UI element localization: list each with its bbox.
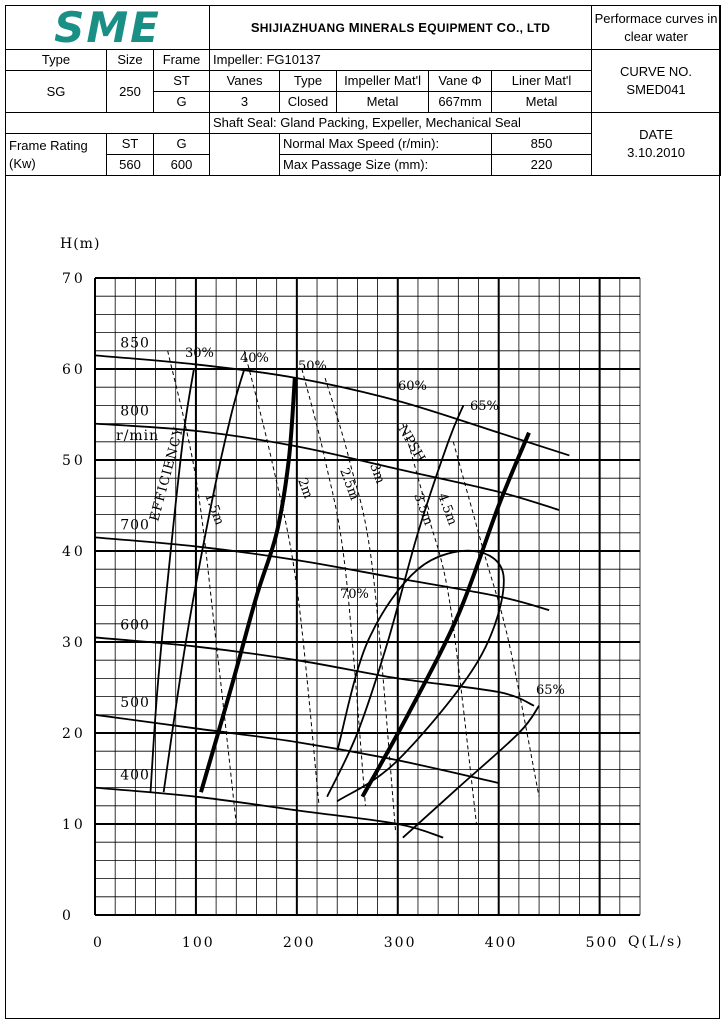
- fr-g-value: 600: [154, 155, 210, 176]
- efficiency-label-2: 50%: [298, 359, 327, 374]
- speed-label-800: 800: [120, 403, 150, 420]
- date: DATE 3.10.2010: [592, 113, 721, 176]
- x-tick-label: 400: [484, 935, 518, 951]
- y-tick-label: 0: [62, 908, 74, 924]
- y-axis-label: H(m): [60, 236, 101, 252]
- npsh-label-3m: 3m: [366, 461, 388, 486]
- liner-mat-label: Liner Mat'l: [492, 71, 592, 92]
- efficiency-label-1: 40%: [240, 351, 269, 366]
- vane-phi-value: 667mm: [429, 92, 492, 113]
- vanes-label: Vanes: [210, 71, 280, 92]
- npsh-label-1.5m: 1.5m: [201, 491, 227, 528]
- type-value: SG: [6, 71, 107, 113]
- max-passage-value: 220: [492, 155, 592, 176]
- shaft-seal: Shaft Seal: Gland Packing, Expeller, Mechanical Seal: [210, 113, 592, 134]
- speed-curve-400: [95, 788, 443, 838]
- npsh-label-3.5m: 3.5m: [410, 491, 436, 528]
- size-label: Size: [107, 50, 154, 71]
- efficiency-curve-4: [362, 433, 529, 797]
- company-name: SHIJIAZHUANG MINERALS EQUIPMENT CO., LTD: [210, 6, 592, 50]
- speed-unit-label: r/min: [116, 428, 160, 444]
- efficiency-label-3: 60%: [398, 379, 427, 394]
- fr-g-label: G: [154, 134, 210, 155]
- x-axis-label: Q(L/s): [628, 934, 684, 950]
- y-tick-label: 50: [62, 453, 86, 469]
- efficiency-curve-2: [201, 378, 295, 792]
- npsh-curve-2m: [244, 351, 319, 806]
- y-tick-label: 30: [62, 635, 86, 651]
- frame-label: Frame: [154, 50, 210, 71]
- npsh-title: NPSH: [394, 422, 428, 465]
- impeller-label: Impeller: FG10137: [210, 50, 592, 71]
- logo: SME: [6, 6, 210, 50]
- y-tick-label: 40: [62, 544, 86, 560]
- max-speed-value: 850: [492, 134, 592, 155]
- npsh-label-4.5m: 4.5m: [434, 491, 460, 528]
- efficiency-label-0: 30%: [185, 346, 214, 361]
- type2-label: Type: [280, 71, 337, 92]
- liner-mat-value: Metal: [492, 92, 592, 113]
- x-tick-label: 100: [181, 935, 215, 951]
- perf-title: Performace curves in clear water: [592, 6, 721, 50]
- speed-curve-700: [95, 537, 549, 610]
- vanes-value: 3: [210, 92, 280, 113]
- max-passage-label: Max Passage Size (mm):: [280, 155, 492, 176]
- efficiency-label-4: 65%: [470, 399, 499, 414]
- y-tick-label: 10: [62, 817, 86, 833]
- type2-value: Closed: [280, 92, 337, 113]
- vane-phi-label: Vane Φ: [429, 71, 492, 92]
- speed-label-500: 500: [120, 694, 150, 711]
- x-tick-label: 200: [282, 935, 316, 951]
- speed-label-850: 850: [120, 335, 150, 352]
- y-tick-label: 70: [62, 271, 86, 287]
- fr-st-value: 560: [107, 155, 154, 176]
- efficiency-title: EFFICIENCY: [147, 425, 188, 524]
- x-tick-label: 0: [93, 935, 104, 951]
- y-tick-label: 20: [62, 726, 86, 742]
- impeller-mat-label: Impeller Mat'l: [337, 71, 429, 92]
- y-tick-label: 60: [62, 362, 86, 378]
- npsh-label-2.5m: 2.5m: [336, 466, 362, 503]
- curve-no: CURVE NO. SMED041: [592, 50, 721, 113]
- max-speed-label: Normal Max Speed (r/min):: [280, 134, 492, 155]
- type-label: Type: [6, 50, 107, 71]
- speed-label-700: 700: [120, 517, 150, 534]
- impeller-mat-value: Metal: [337, 92, 429, 113]
- st-label: ST: [154, 71, 210, 92]
- speed-label-400: 400: [120, 767, 150, 784]
- x-tick-label: 300: [383, 935, 417, 951]
- frame-value: G: [154, 92, 210, 113]
- speed-label-600: 600: [120, 617, 150, 634]
- x-tick-label: 500: [585, 935, 619, 951]
- efficiency-label-5: 70%: [340, 587, 369, 602]
- frame-rating-label: Frame Rating (Kw): [6, 134, 107, 176]
- size-value: 250: [107, 71, 154, 113]
- npsh-label-2m: 2m: [294, 476, 316, 501]
- efficiency-label-6: 65%: [536, 683, 565, 698]
- fr-st-label: ST: [107, 134, 154, 155]
